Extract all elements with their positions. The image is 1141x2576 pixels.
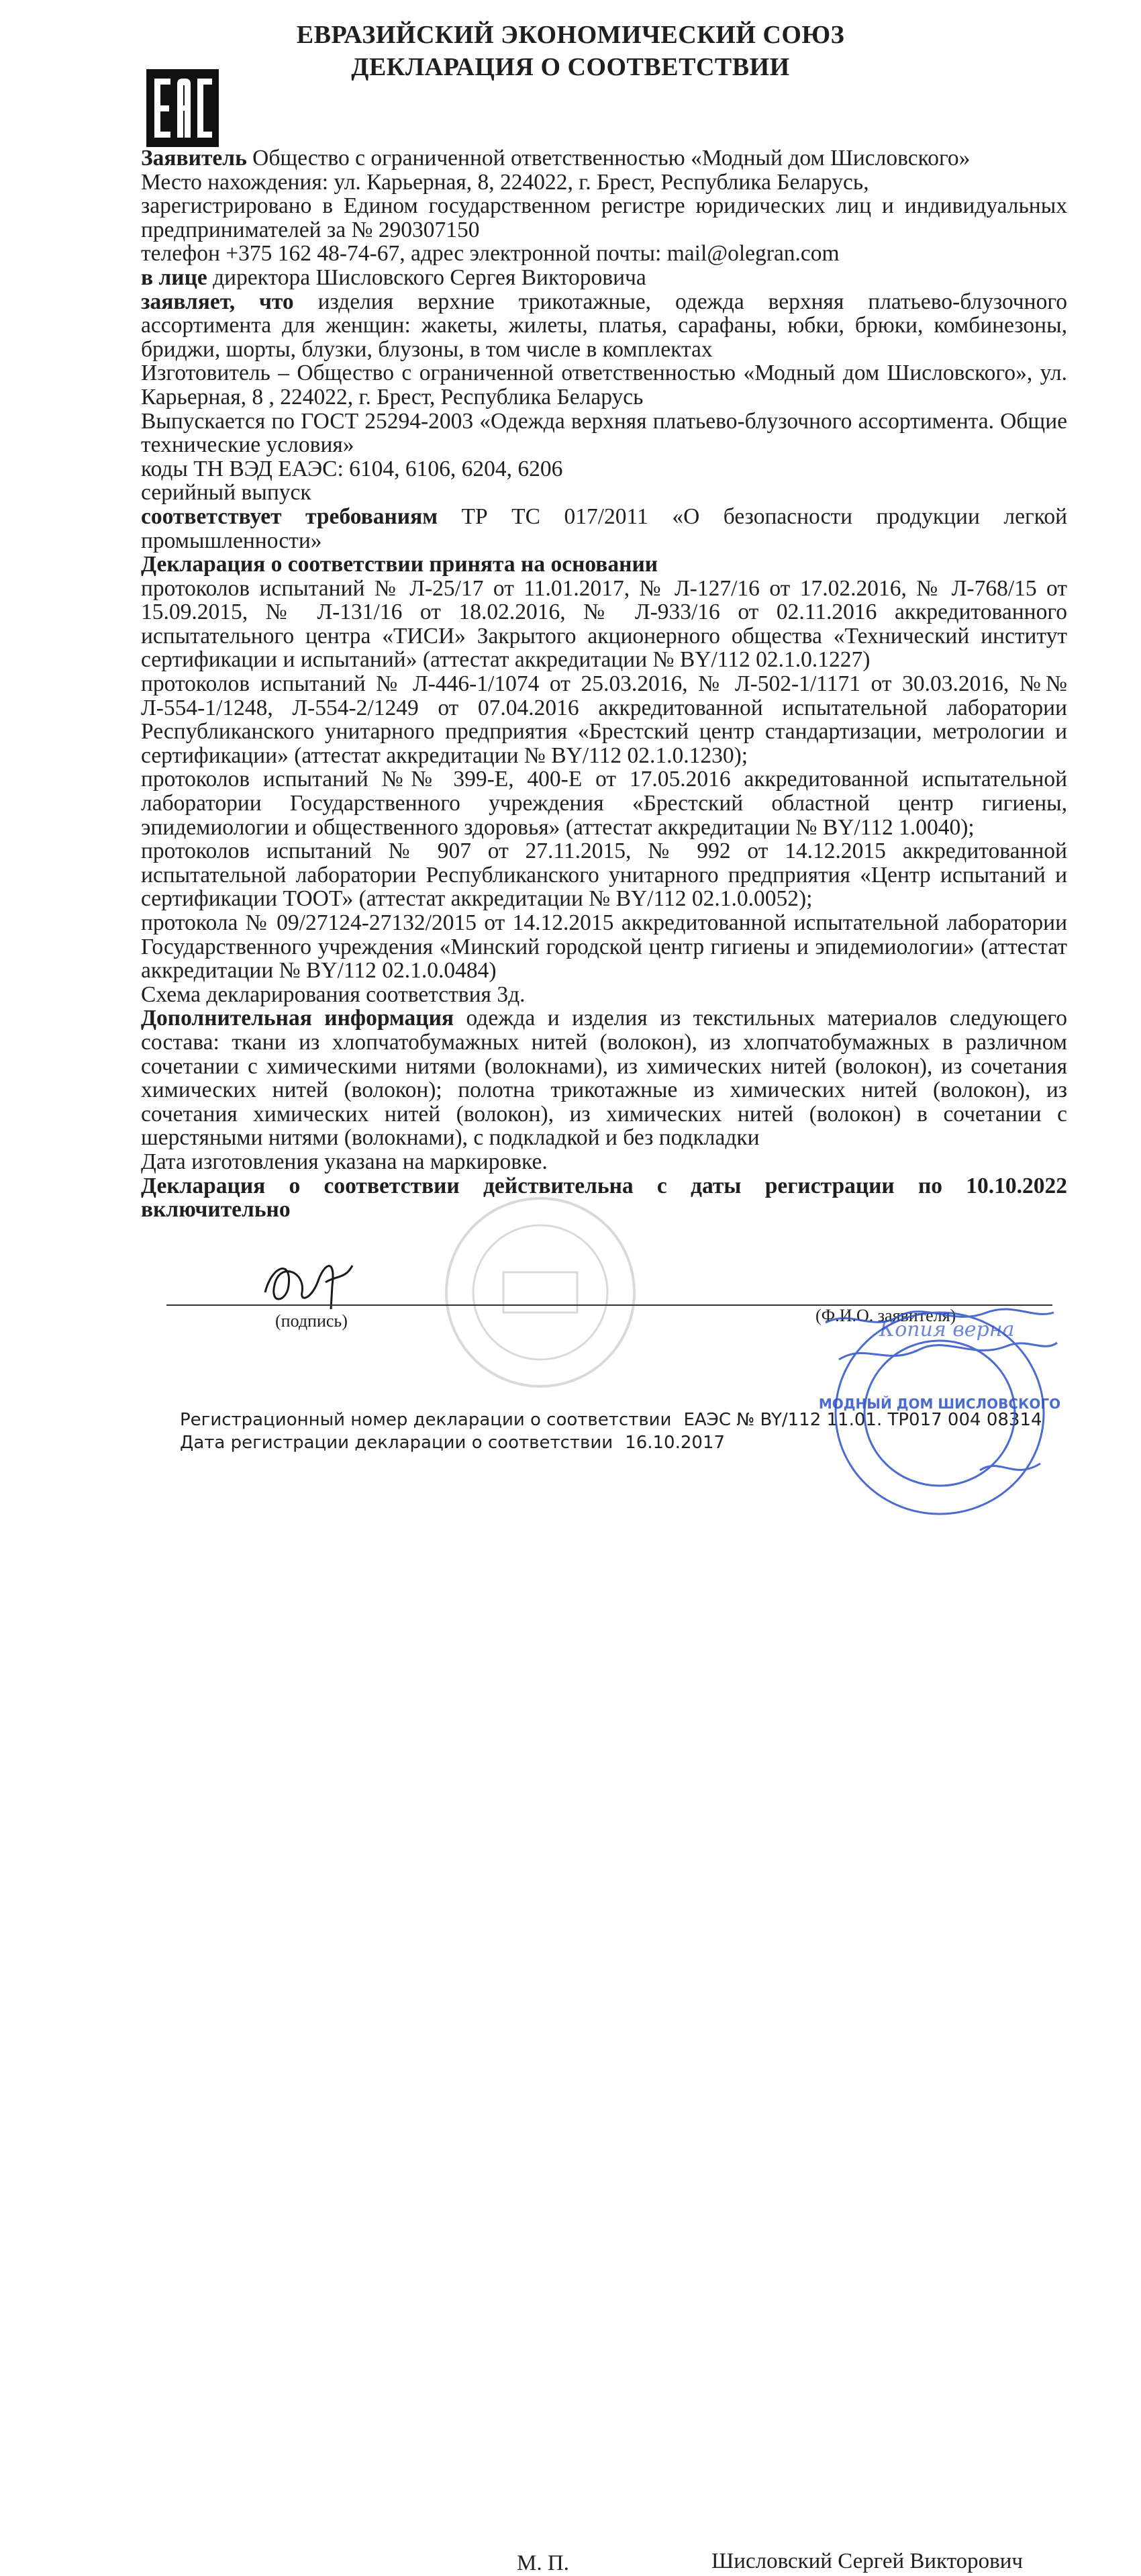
- produced-by: Выпускается по ГОСТ 25294-2003 «Одежда верхняя платьево-блузочного ассортимента. Общие технические условия»: [141, 408, 1067, 458]
- basis-protocols-1: протоколов испытаний № Л-25/17 от 11.01.2017, № Л-127/16 от 17.02.2016, № Л-768/15 от 15.09.2015, № Л-131/16 от 18.02.2016, № Л-933/16 от 02.11.2016 аккредитованного испытательного центра «ТИСИ» Закрытого акционерного общества «Технический институт сертификации и испытаний» (аттестат аккредитации № BY/112 02.1.0.1227): [141, 575, 1067, 673]
- additional-info: [141, 1006, 1067, 1150]
- applicant-contacts: телефон +375 162 48-74-67, адрес электронной почты: mail@olegran.com: [141, 241, 840, 267]
- conforms-label: соответствует требованиям: [141, 504, 438, 529]
- declares-text: изделия верхние трикотажные, одежда верхняя платьево-блузочного ассортимента для женщин: жакеты, жилеты, платья, сарафаны, юбки, брюки, комбинезоны, бриджи, шорты, блузки, блузоны, в том числе в комплектах: [141, 289, 1067, 362]
- applicant-registration: зарегистрировано в Едином государственном регистре юридических лиц и индивидуальных предпринимателей за № 290307150: [141, 193, 1067, 242]
- declaration-body: [141, 146, 1067, 1222]
- signature-caption: (подпись): [275, 1311, 348, 1331]
- registration-number-label: Регистрационный номер декларации о соответствии: [180, 1410, 672, 1430]
- applicant-location: Место нахождения: ул. Карьерная, 8, 224022, г. Брест, Республика Беларусь,: [141, 169, 869, 195]
- basis-protocols-5: протокола № 09/27124-27132/2015 от 14.12.2015 аккредитованной испытательной лаборатории Государственного учреждения «Минский городской центр гигиены и эпидемиологии» (аттестат аккредитации № BY/112 02.1.0.0484): [141, 910, 1067, 984]
- manufacturer: Изготовитель – Общество с ограниченной ответственностью «Модный дом Шисловского», ул. Карьерная, 8 , 224022, г. Брест, Республика Беларусь: [141, 361, 1067, 410]
- declares-label: заявляет, что: [141, 289, 294, 314]
- basis-label: Декларация о соответствии принята на основании: [141, 552, 658, 577]
- header-union: ЕВРАЗИЙСКИЙ ЭКОНОМИЧЕСКИЙ СОЮЗ: [296, 21, 845, 49]
- stamp-place-label: М. П.: [517, 2551, 569, 2575]
- applicant-fio: Шисловский Сергей Викторович: [711, 2549, 1024, 2573]
- tnved-codes: коды ТН ВЭД ЕАЭС: 6104, 6106, 6204, 6206: [141, 456, 563, 481]
- applicant-name: Общество с ограниченной ответственностью «Модный дом Шисловского»: [246, 146, 971, 171]
- header-title: ДЕКЛАРАЦИЯ О СООТВЕТСТВИИ: [351, 53, 790, 81]
- additional-text: одежда и изделия из текстильных материалов следующего состава: ткани из хлопчатобумажных нитей (волокон), из хлопчатобумажных в различном сочетании с химическими нитями (волокнами), из химических нитей (волокон), из сочетания химических нитей (волокон); полотна трикотажные из химических нитей (волокон), из сочетания химических нитей (волокон), из химических нитей (волокон) в сочетании с шерстяными нитями (волокнами), с подкладкой и без подкладки: [141, 1006, 1067, 1151]
- serial-production: серийный выпуск: [141, 480, 311, 506]
- registration-number: ЕАЭС № BY/112 11.01. ТР017 004 08314: [683, 1410, 1042, 1430]
- registration-date: 16.10.2017: [625, 1433, 726, 1453]
- conforms-text: ТР ТС 017/2011 «О безопасности продукции легкой промышленности»: [141, 504, 1068, 553]
- basis-protocols-4: протоколов испытаний № 907 от 27.11.2015, № 992 от 14.12.2015 аккредитованной испытательной лаборатории Республиканского унитарного предприятия «Центр испытаний и сертификации ТООТ» (аттестат аккредитации № BY/112 02.1.0.0052);: [141, 839, 1067, 912]
- conforms-paragraph: [141, 505, 1067, 553]
- declaration-scheme: Схема декларирования соответствия 3д.: [141, 982, 526, 1007]
- manufacture-date-note: Дата изготовления указана на маркировке.: [141, 1149, 548, 1174]
- person-label: в лице: [141, 265, 207, 290]
- basis-protocols-3: протоколов испытаний №№ 399-Е, 400-Е от 17.05.2016 аккредитованной испытательной лаборатории Государственного учреждения «Брестский областной центр гигиены, эпидемиологии и общественного здоровья» (аттестат аккредитации № BY/112 1.0040);: [141, 767, 1067, 840]
- additional-label: Дополнительная информация: [141, 1006, 454, 1031]
- stamp-text: МОДНЫЙ ДОМ ШИСЛОВСКОГО: [818, 1396, 1061, 1412]
- registration-date-label: Дата регистрации декларации о соответствии: [180, 1433, 613, 1453]
- basis-protocols-2: протоколов испытаний № Л-446-1/1074 от 25.03.2016, № Л-502-1/1171 от 30.03.2016, №№ Л-554-1/1248, Л-554-2/1249 от 07.04.2016 аккредитованной испытательной лаборатории Республиканского унитарного предприятия «Брестский центр стандартизации, метрологии и сертификации» (аттестат аккредитации № BY/112 02.1.0.1230);: [141, 671, 1067, 768]
- applicant-person: [141, 266, 1067, 290]
- person-name: директора Шисловского Сергея Викторовича: [207, 265, 646, 290]
- fio-caption: (Ф.И.О. заявителя): [815, 1306, 956, 1325]
- eac-logo: [146, 69, 219, 147]
- company-stamp: [812, 1296, 1067, 1524]
- declares-paragraph: [141, 290, 1067, 362]
- applicant-line: [141, 146, 1067, 171]
- stamp-handwritten: Копия верна: [879, 1318, 1015, 1341]
- validity-statement: Декларация о соответствии действительна с даты регистрации по 10.10.2022 включительно: [141, 1173, 1067, 1223]
- applicant-label: Заявитель: [141, 146, 247, 171]
